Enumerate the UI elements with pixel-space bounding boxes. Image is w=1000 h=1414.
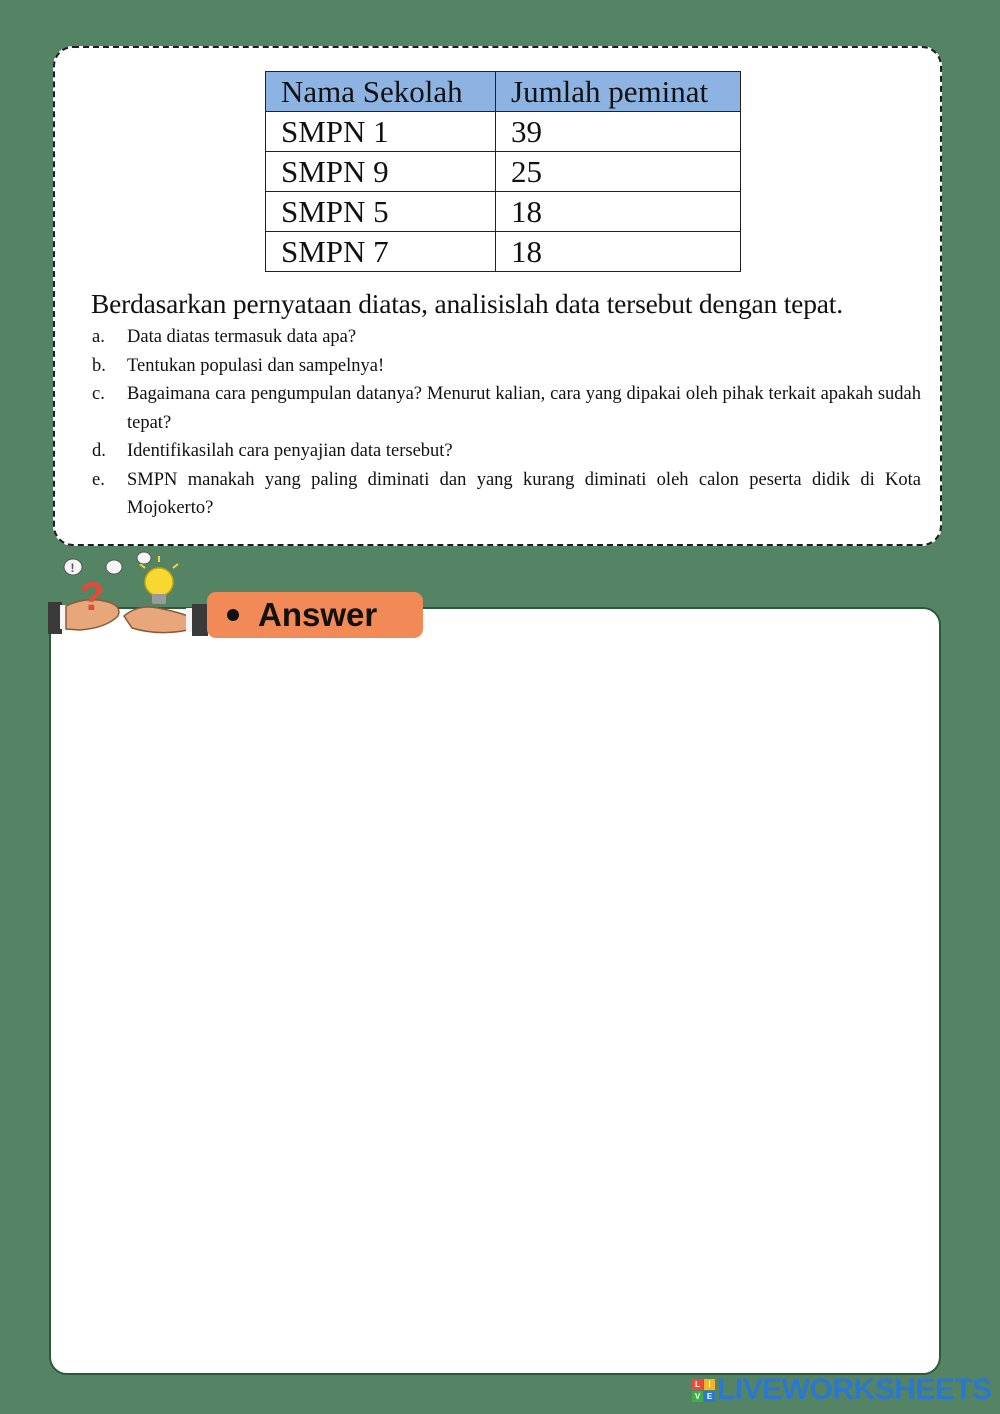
question-item-a <box>92 323 921 352</box>
answer-area[interactable] <box>49 607 941 1375</box>
question-item-b <box>92 352 921 381</box>
logo-cell: I <box>704 1379 715 1390</box>
count-cell: 18 <box>496 232 741 272</box>
question-item-c <box>92 380 921 437</box>
answer-tab <box>207 592 423 638</box>
table-row <box>266 192 741 232</box>
liveworksheets-watermark <box>692 1372 992 1408</box>
school-name-cell: SMPN 9 <box>266 152 496 192</box>
question-list <box>92 323 921 523</box>
question-text: SMPN manakah yang paling diminati dan yang kurang diminati oleh calon peserta didik di Kota Mojokerto? <box>127 469 921 518</box>
question-text: Tentukan populasi dan sampelnya! <box>127 355 385 376</box>
header-nama-sekolah: Nama Sekolah <box>266 72 496 112</box>
table-row <box>266 232 741 272</box>
question-idea-hands-illustration <box>46 550 216 640</box>
question-mark-icon <box>80 575 104 619</box>
header-jumlah-peminat: Jumlah peminat <box>496 72 741 112</box>
school-name-cell: SMPN 7 <box>266 232 496 272</box>
count-cell: 39 <box>496 112 741 152</box>
liveworksheets-logo-icon <box>692 1379 715 1402</box>
question-text: Bagaimana cara pengumpulan datanya? Menurut kalian, cara yang dipakai oleh pihak terkait apakah sudah tepat? <box>127 384 921 433</box>
question-text: Identifikasilah cara penyajian data tersebut? <box>127 441 453 461</box>
logo-cell: V <box>692 1391 703 1402</box>
light-bulb-icon <box>137 552 178 604</box>
count-cell: 18 <box>496 192 741 232</box>
table-row <box>266 112 741 152</box>
school-name-cell: SMPN 1 <box>266 112 496 152</box>
question-marker: e. <box>92 469 105 490</box>
bullet-icon <box>227 609 239 621</box>
question-marker: d. <box>92 441 106 461</box>
question-marker: b. <box>92 355 106 376</box>
question-text: Data diatas termasuk data apa? <box>127 327 357 347</box>
svg-text:?: ? <box>80 575 105 619</box>
right-hand-icon <box>124 604 208 636</box>
data-table <box>265 71 741 272</box>
table-row <box>266 152 741 192</box>
instruction-text: Berdasarkan pernyataan diatas, analisislah data tersebut dengan tepat. <box>91 288 843 319</box>
question-item-e <box>92 466 921 523</box>
count-cell: 25 <box>496 152 741 192</box>
school-name-cell: SMPN 5 <box>266 192 496 232</box>
question-card <box>53 46 942 546</box>
question-marker: a. <box>92 327 105 347</box>
brand-name: LIVEWORKSHEETS <box>717 1373 992 1406</box>
question-item-d <box>92 437 921 466</box>
table-header-row <box>266 72 741 112</box>
svg-text:!: ! <box>70 561 75 575</box>
answer-label: Answer <box>258 596 378 633</box>
logo-cell: E <box>704 1391 715 1402</box>
logo-cell: L <box>692 1379 703 1390</box>
question-marker: c. <box>92 384 105 404</box>
speech-bubble-icon <box>64 559 122 575</box>
